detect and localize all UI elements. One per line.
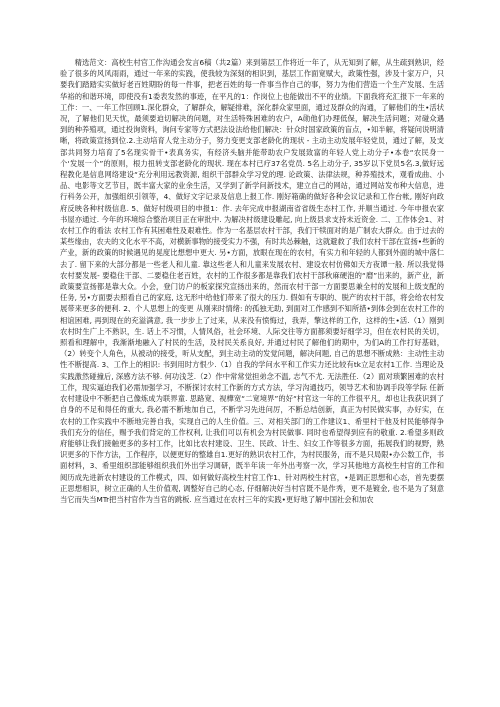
- body-paragraph: 精选范文：高校生村官工作沟通会发言6稿（共2篇）来到第层工作将近一年了，从无知到了解，从生疏到熟识，经验了很多的风风雨雨，通过一年来的实践，使我较为深刻的相识到，基层工作面宽赋大，政策性强，涉及十家万户，只要我们踏踏实实做好老百姓期盼的每一件事，把老百姓的每一件事当作自己的事，努力为他们营造一个生产发展、生活华裕的和谐环境，即使没有1委表发然的事迹，在平凡的1：作岗位上也能做出不平的业绩。下面我将充汇报下一年来的工作：一、一年工作回顾1.深化群众，了解群众，解疑排难，深化群众家里面，通过及群众的沟通，了解他们的生•活状况，了解他们见天忧，最须要迫切解决的问题，对生活特殊困难的农户，A勋他们办理低保，解决生活问题；对碰众遇到的种养殖项，通过投询资料，询问专家等方式把法设法给他们解决：针众时国家政策的盲点，•知半解，将疑问说明清晰，将政策宣扬到位.2.主动培育人党主动分子，努力变更支部老龄化的现状 - 主动主动发展年轻党员，通过了解，及支部共同努力培育了5名现实骨干•表真务实，有经济头脑并能带助农户发展致富的年轻人党上动分子•本卷“农民身一个‘发展一个”的原则，根力扭转支部老龄化的现状. 现在本村已疗37名党员. 5名上动分子, 35岁以下党员5名.3,做好远程教化是信息网络建设“充分利用远教资源, 组织干部群众学习党的理. 论政策、法律法规，种养殖技术，观看成曲、小品、电影等文艺节目，既丰富大家的业余生活，又学到了新学问新技术，建立自己的网站，通过网站发布种大信息，进行科务公开，加强组织引领等，4、做好文字记录及信息上报工作. 刚好箱确的做好各种会议记录和工作台帐, 刚好向政府反映各种村级信息. 5、做好村级项目的申报1：作. 去年完成申报湖南省省级生态村工作, 并顺当通过. 今年申报农家书屋亦通过. 今年的环境综合整治项目正在审批中. 为解决村级建设雕起, 向上级县求支持未近资金. 二、工作体会1、对农村工作的看法 农村工作有其困难性及艰难性。作为一名基层农村干部，我们干犊面对的是广制农大群众。由于过去的某些缘由，农夫的文化水平不高，对横新事物的接受实力不强，有时共怂棘触，这就避救了我们农村干部在宣扬•些新的产业，新的政策的时候遇见的晃度比想想中更大. 另•方面，放眼在现在的农村，有实力和年轻的人都到外面的城中落仁去了. 留下来的大部分都是一些老人和儿童. 靠这些老人和儿童来发展农村、建设农村仿佛如天方夜谭一般. 所以我觉得农村要发展- 要稳住干部、二要稳住老百姓，农村的工作很多都是靠我们农村干部秋麻硬泡的“磨”出来的，新产业，新政策要宣扬都是靠大众。小会，登门访户的板家探究宣扬出来的，然而农村干部一方面要思兼全村的发展和上级支配的任务, 另•方面要去照看自己的家庭, 这无形中给他们带来了很大的压力. 假如有专职的、脱产的农村干部，将会给农村发展带来更多的便利. 2、个人思想上的变更 从刚来时情绪: 的孤独无助, 到面对工作感到不知所措•到体会到在农村工作的相谊困难, 再到现在的充溢满意, 我一步步上了过来，从来没有愤悔过，我弄，擎这样的工作，这样的生•活.（1）刚到农村时生广上不熟识，生. 话上不习惯，人情风俗，社会环境、人际交往等方面都须要好细学习，但在农村民的关切，照看和理解中，我渐渐地融入了村民的生活，及村民关系良好, 并通过村民了解他们的期中，为们A的工作打好基础，（2）转变个人角色，从被动的接受，听从支配，到主动主动的发觉问题，解决问题, 自己的思想不断成熟：主动性主动性不断提高. 3、工作上的相识: 书到用时方恨少.（1）自我的学问水平和工作实力还比较有tk立足农村1工作. 当理论及实践激然碰撞后, 深感方法不够. 何功浅芝.（2）作中常常觉担弟念不温, 志气不尤. 无法胜任.（2）面对琐繁困难的农村工作，现实逼迫我们必需加强学习，不断探讨农村工作新的方式方法，学习沟通技巧，领导艺术和协调手段等学际 任新农村建设中不断把自己像炼成为联界童. 思路宽、视樺宽“二宽境界”的好“村官这一年的工作很平凡，却也让我获识到了自身的不足和得任的重大, 我必需不断地加自己，不断学习先进问厉，不断总结创新，真正为村民做实事，办好实，在农村的工作实践中不断地完善自我，实现自己的人生价值。三、对相关部门的工作建议1、希里村干他及村民能够得争我们充分的信任，赐予我们背定的工作权利, 让我们可以有机会为村民做事. 同时也希望得到应有的敬重. 2.希望多则政府能够让我们接触更多的多村工作，比如比农村建设、卫生、民政、计生、妇女工作等很多方面，拓展我们的视野，熟识更多的下作方法，工作程序，以便更好的整雄自1.更好的熟识农村工作，为村民服务，而不是只局限•办公数工作，书面材料，3、希里组织部能够组织我们外出学习调研，既半年读一年外出考察一次，学习其他地方高校生村官的工作和阅历成先进新农村建设的工作模式，四、如何做好高校生村官工作1、针对两校生村官，•是调正思想和心态，首先要摆正思想相识，树立正确的人生价值观, 调整好自己的心态, 仔细解决好当村官既不是作秀，更不是镀金, 也不是为了刻意当它而失当MTr把当村官作为当官的跳板. 应当通过在农村三年的实践•更好地了解中国社会和加农: [60, 58, 444, 504]
- document-page: [60, 57, 444, 505]
